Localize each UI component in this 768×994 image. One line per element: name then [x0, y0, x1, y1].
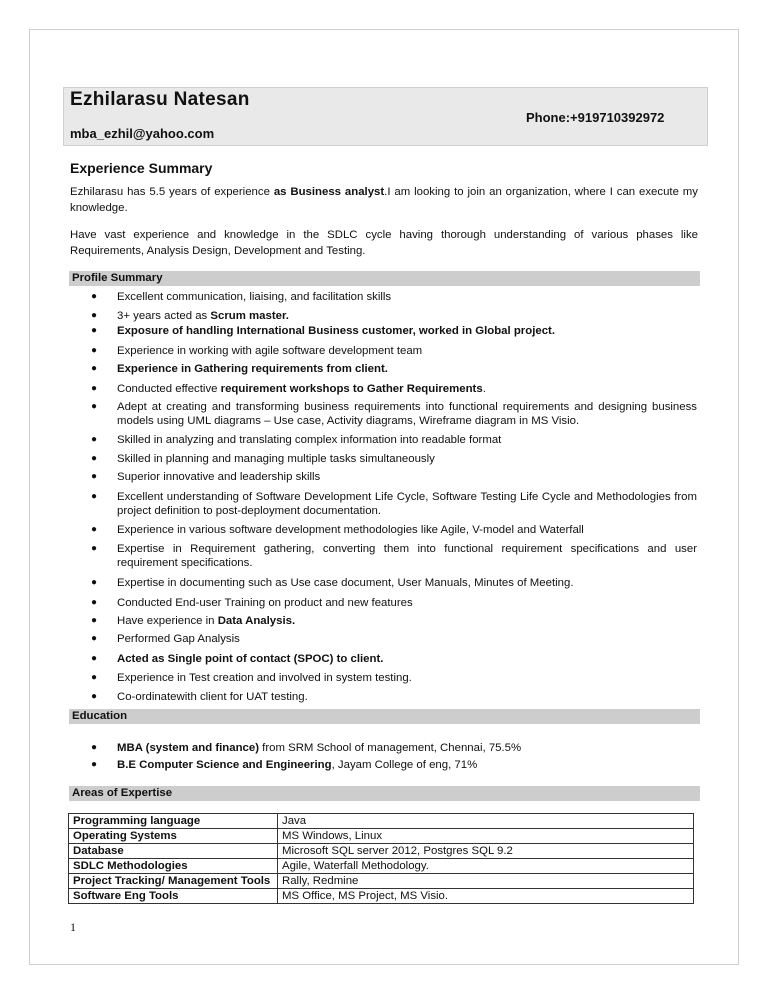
profile-item-text	[117, 523, 697, 537]
plain-text: Skilled in analyzing and translating complex information into readable format	[117, 434, 502, 446]
expertise-key: Software Eng Tools	[69, 889, 278, 904]
plain-text: .	[482, 383, 486, 395]
expertise-row	[69, 874, 694, 889]
bold-text: Experience in Gathering requirements from client.	[117, 363, 388, 375]
bold-text: Scrum master.	[210, 310, 289, 322]
bullet-icon: ●	[91, 453, 98, 464]
plain-text: Conducted effective	[117, 383, 221, 395]
plain-text: Experience in Test creation and involved in system testing.	[117, 672, 412, 684]
profile-item-text	[117, 362, 697, 376]
profile-item-text	[117, 470, 697, 484]
experience-summary-paragraph-2: Have vast experience and knowledge in the SDLC cycle having thorough understanding of various phases like Requirements, Analysis Design, Development and Testing.	[70, 229, 698, 257]
expertise-value: MS Windows, Linux	[278, 829, 694, 844]
bullet-icon: ●	[91, 672, 98, 683]
bullet-icon: ●	[91, 759, 98, 770]
plain-text: Excellent communication, liaising, and facilitation skills	[117, 291, 392, 303]
plain-text: Expertise in Requirement gathering, converting them into functional requirement specifications and user requirement specifications.	[117, 543, 697, 569]
plain-text: Performed Gap Analysis	[117, 633, 240, 645]
plain-text: from SRM School of management, Chennai, 75.5%	[259, 742, 522, 754]
candidate-name: Ezhilarasu Natesan	[70, 89, 250, 110]
expertise-value: Agile, Waterfall Methodology.	[278, 859, 694, 874]
plain-text: Excellent understanding of Software Development Life Cycle, Software Testing Life Cycle and Methodologies from project definition to post-deployment documentation.	[117, 491, 697, 517]
plain-text: Expertise in documenting such as Use case document, User Manuals, Minutes of Meeting.	[117, 577, 574, 589]
experience-summary-paragraph-1	[70, 184, 698, 216]
plain-text: Experience in various software development methodologies like Agile, V-model and Waterfall	[117, 524, 584, 536]
page-number: 1	[70, 920, 76, 934]
p1-text-a: Ezhilarasu has 5.5 years of experience	[70, 186, 274, 198]
profile-item-text	[117, 400, 697, 428]
bold-text: requirement workshops to Gather Requirements	[220, 383, 483, 395]
plain-text: Superior innovative and leadership skills	[117, 471, 321, 483]
areas-of-expertise-header: Areas of Expertise	[69, 786, 700, 801]
p1-text-bold: as Business analyst	[273, 186, 385, 198]
bullet-icon: ●	[91, 401, 98, 412]
bold-text: MBA (system and finance)	[117, 742, 259, 754]
expertise-key: Database	[69, 844, 278, 859]
bullet-icon: ●	[91, 491, 98, 502]
expertise-key: SDLC Methodologies	[69, 859, 278, 874]
bullet-icon: ●	[91, 633, 98, 644]
bullet-icon: ●	[91, 742, 98, 753]
profile-item-text	[117, 671, 697, 685]
profile-item-text	[117, 382, 697, 396]
bullet-icon: ●	[91, 577, 98, 588]
profile-item-text	[117, 309, 697, 323]
bullet-icon: ●	[91, 310, 98, 321]
education-header: Education	[69, 709, 700, 724]
expertise-table	[68, 813, 694, 904]
experience-summary-title: Experience Summary	[70, 160, 213, 176]
bold-text: Data Analysis.	[217, 615, 296, 627]
expertise-key: Operating Systems	[69, 829, 278, 844]
expertise-row	[69, 859, 694, 874]
bullet-icon: ●	[91, 597, 98, 608]
plain-text: Conducted End-user Training on product and new features	[117, 597, 413, 609]
bullet-icon: ●	[91, 615, 98, 626]
plain-text: , Jayam College of eng, 71%	[331, 759, 478, 771]
bullet-icon: ●	[91, 653, 98, 664]
phone-number: Phone:+919710392972	[526, 110, 665, 125]
expertise-value: Rally, Redmine	[278, 874, 694, 889]
plain-text: Have experience in	[117, 615, 218, 627]
profile-item-text	[117, 614, 697, 628]
bullet-icon: ●	[91, 383, 98, 394]
bullet-icon: ●	[91, 691, 98, 702]
profile-item-text	[117, 452, 697, 466]
bold-text: Exposure of handling International Business customer, worked in Global project.	[117, 325, 555, 337]
expertise-key: Project Tracking/ Management Tools	[69, 874, 278, 889]
bold-text: B.E Computer Science and Engineering	[117, 759, 332, 771]
expertise-value: MS Office, MS Project, MS Visio.	[278, 889, 694, 904]
bullet-icon: ●	[91, 471, 98, 482]
plain-text: Skilled in planning and managing multiple tasks simultaneously	[117, 453, 435, 465]
profile-summary-header: Profile Summary	[69, 271, 700, 286]
bullet-icon: ●	[91, 434, 98, 445]
expertise-value: Java	[278, 814, 694, 829]
profile-item-text	[117, 344, 697, 358]
education-item-text	[117, 758, 697, 772]
bullet-icon: ●	[91, 363, 98, 374]
bullet-icon: ●	[91, 325, 98, 336]
p1-text-c: .I am looking to join an organization, where I can execute my knowledge.	[70, 186, 698, 214]
email-address: mba_ezhil@yahoo.com	[70, 126, 215, 141]
bullet-icon: ●	[91, 524, 98, 535]
bullet-icon: ●	[91, 543, 98, 554]
profile-item-text	[117, 290, 697, 304]
bullet-icon: ●	[91, 291, 98, 302]
expertise-row	[69, 889, 694, 904]
bold-text: Acted as Single point of contact (SPOC) to client.	[117, 653, 384, 665]
profile-item-text	[117, 632, 697, 646]
profile-item-text	[117, 433, 697, 447]
profile-item-text	[117, 324, 697, 338]
plain-text: Co-ordinatewith client for UAT testing.	[117, 691, 308, 703]
plain-text: Adept at creating and transforming business requirements into functional requirements and designing business models using UML diagrams – Use case, Activity diagrams, Wireframe diagram in MS Visio.	[117, 401, 697, 427]
expertise-row	[69, 829, 694, 844]
plain-text: Experience in working with agile software development team	[117, 345, 423, 357]
expertise-row	[69, 814, 694, 829]
expertise-key: Programming language	[69, 814, 278, 829]
expertise-row	[69, 844, 694, 859]
profile-item-text	[117, 576, 697, 590]
expertise-value: Microsoft SQL server 2012, Postgres SQL 9.2	[278, 844, 694, 859]
profile-item-text	[117, 652, 697, 666]
profile-item-text	[117, 690, 697, 704]
profile-item-text	[117, 596, 697, 610]
profile-item-text	[117, 542, 697, 570]
plain-text: 3+ years acted as	[117, 310, 211, 322]
education-item-text	[117, 741, 697, 755]
profile-item-text	[117, 490, 697, 518]
bullet-icon: ●	[91, 345, 98, 356]
